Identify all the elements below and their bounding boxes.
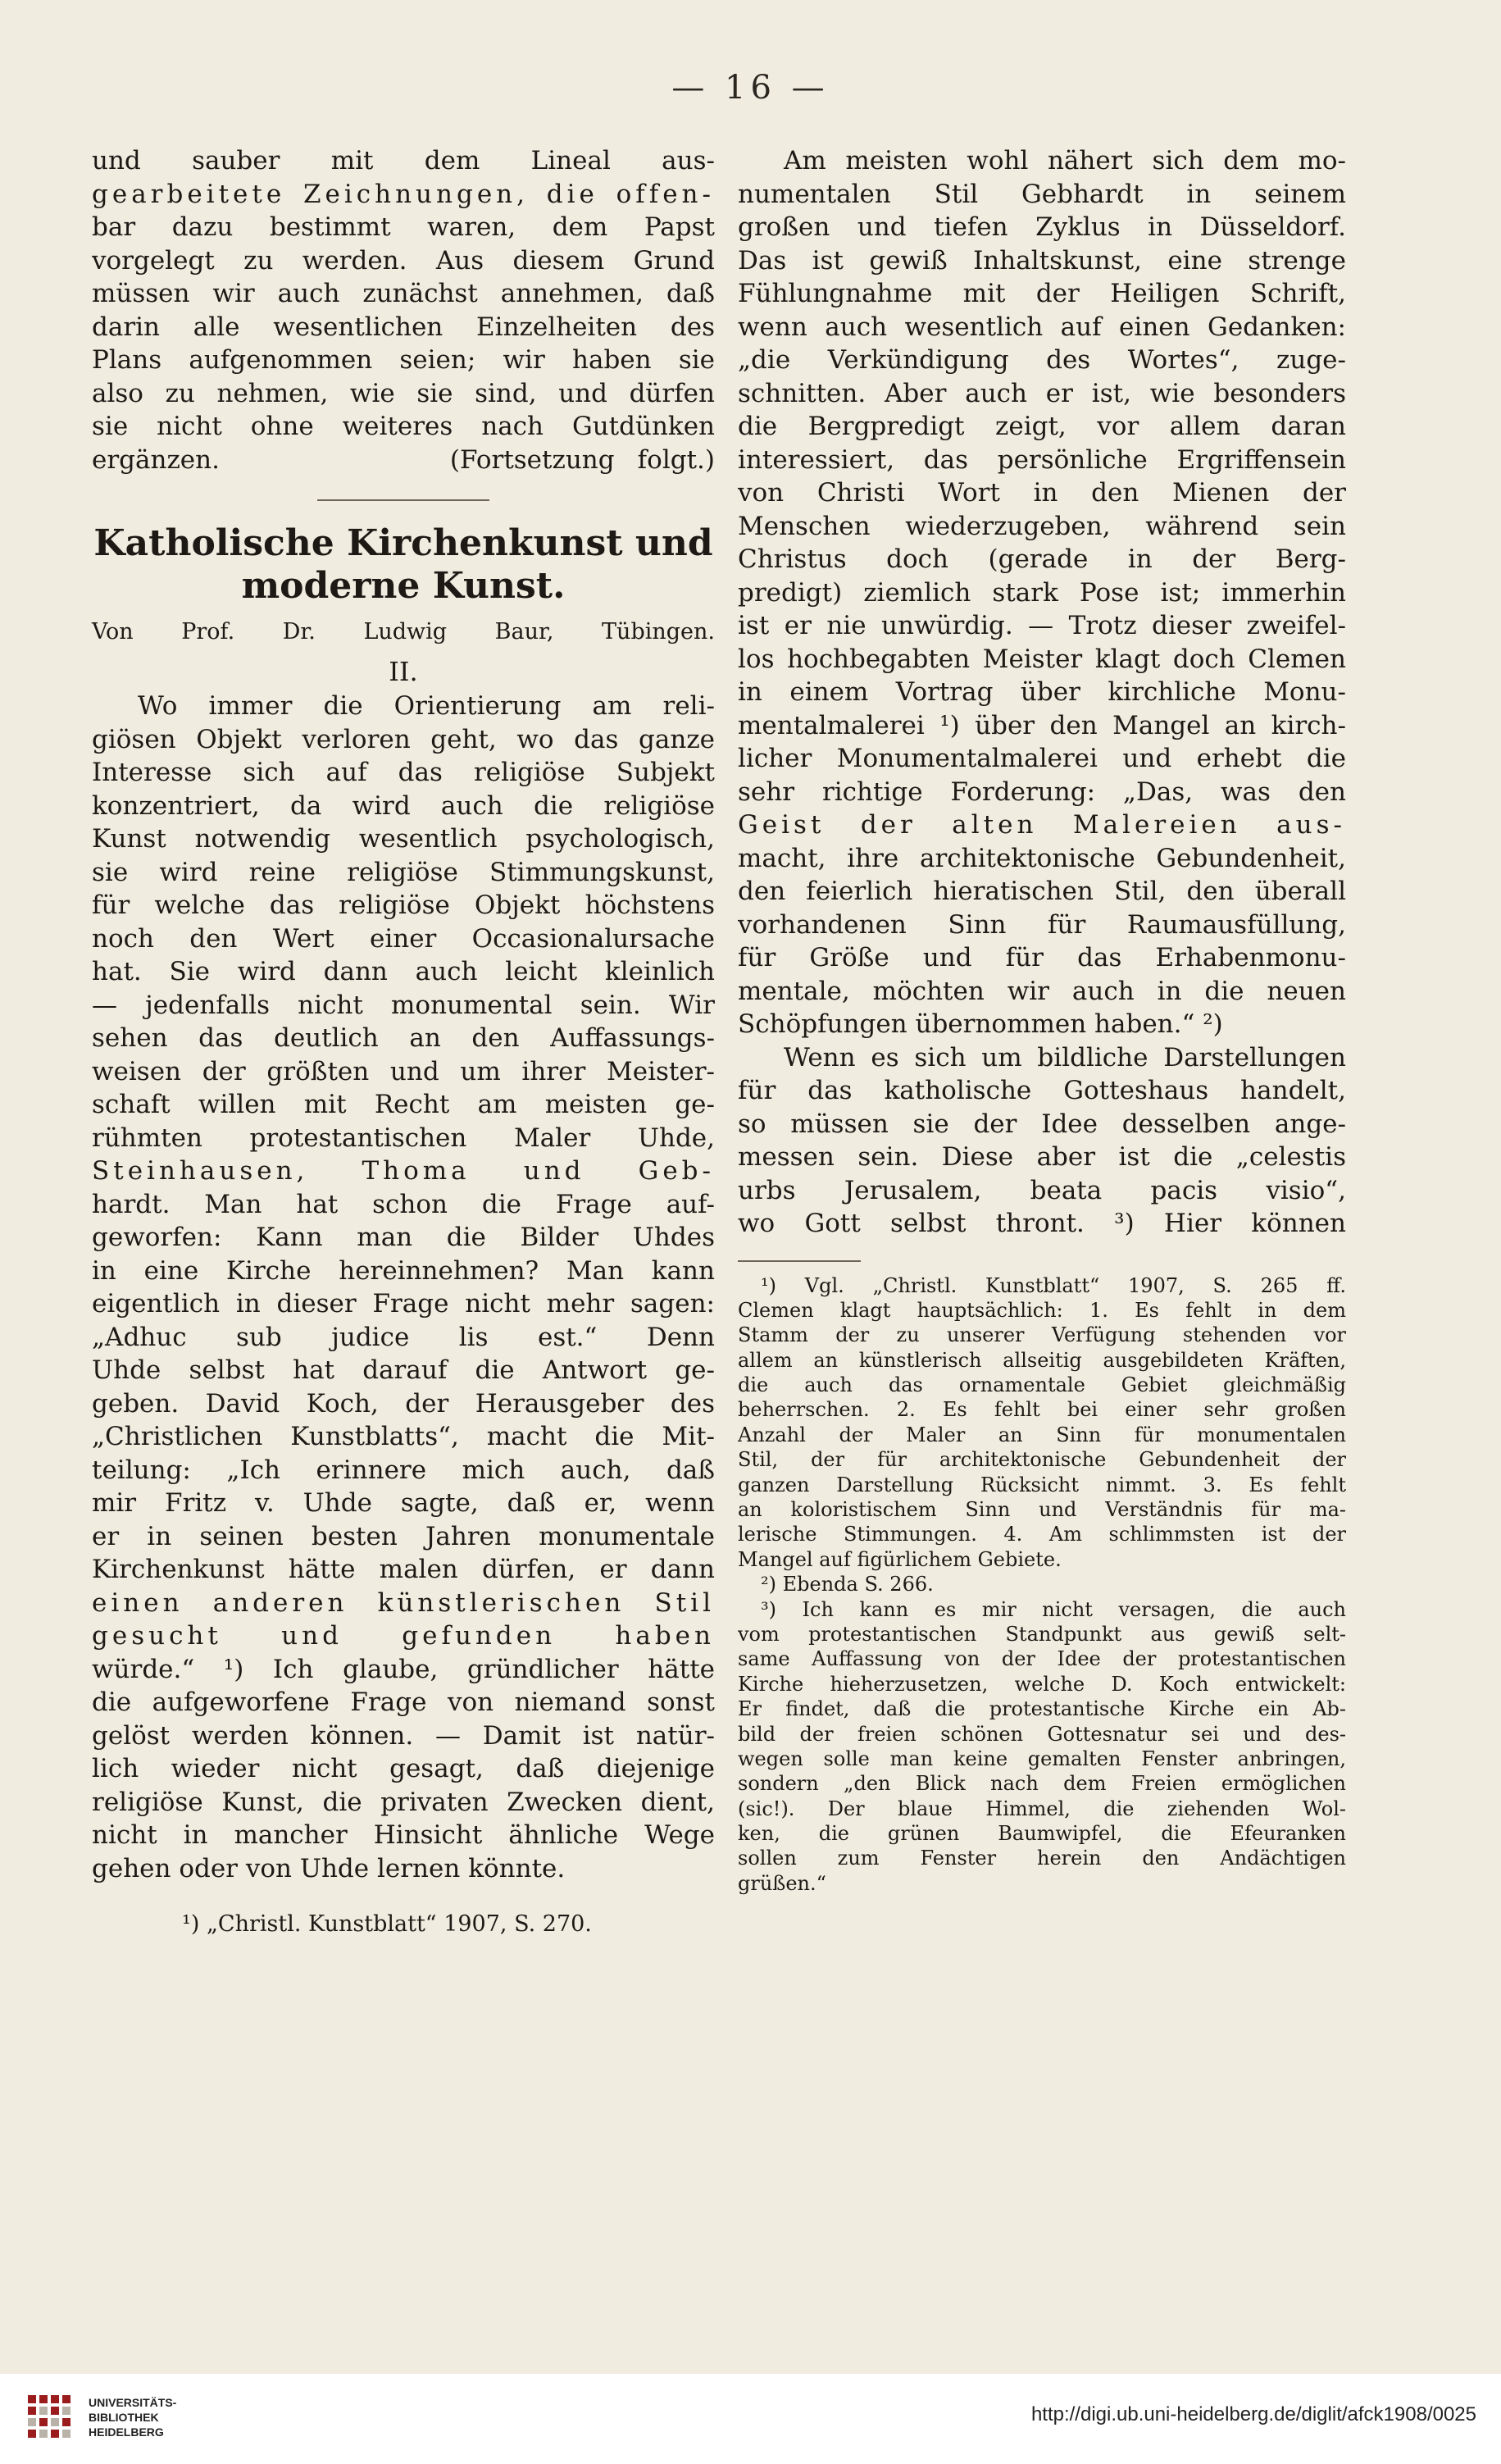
text-line: urbs Jerusalem, beata pacis visio“,: [738, 1175, 1346, 1205]
text-line: schaft willen mit Recht am meisten ge-: [92, 1090, 715, 1119]
section-divider: [317, 499, 489, 501]
text-line: er in seinen besten Jahren monumentale: [92, 1521, 715, 1551]
text-line: licher Monumentalmalerei und erhebt die: [738, 744, 1346, 773]
text-line: schnitten. Aber auch er ist, wie besonders: [738, 378, 1346, 408]
text-line: gehen oder von Uhde lernen könnte.: [92, 1853, 566, 1883]
text-line: einen anderen künstlerischen Stil: [92, 1587, 715, 1618]
library-name: [89, 2395, 176, 2439]
footnote-line: allem an künstlerisch allseitig ausgebildeten Kräften,: [738, 1348, 1346, 1372]
text-line: müssen wir auch zunächst annehmen, daß: [92, 279, 715, 308]
text-line: rühmten protestantischen Maler Uhde,: [92, 1123, 715, 1153]
text-line: gesucht und gefunden haben: [92, 1621, 715, 1651]
text-line: die aufgeworfene Frage von niemand sonst: [92, 1687, 715, 1717]
text-line: geworfen: Kann man die Bilder Uhdes: [92, 1223, 715, 1252]
text-line: und sauber mit dem Lineal aus-: [92, 146, 715, 175]
text-line: in eine Kirche hereinnehmen? Man kann: [92, 1255, 715, 1286]
text-line: Kunst notwendig wesentlich psychologisch,: [92, 824, 715, 854]
text-line: los hochbegabten Meister klagt doch Clemen: [738, 644, 1346, 674]
text-line: teilung: „Ich erinnere mich auch, daß: [92, 1455, 715, 1485]
left-column: [92, 144, 715, 1939]
title-line: Katholische Kirchenkunst und: [93, 522, 713, 564]
footnote-line: lerische Stimmungen. 4. Am schlimmsten ist der: [738, 1523, 1346, 1546]
continued-text: [92, 144, 715, 476]
text-line: sie nicht ohne weiteres nach Gutdünken: [92, 412, 715, 441]
footnote-line: grüßen.“: [738, 1871, 826, 1895]
text-line: interessiert, das persönliche Ergriffensein: [738, 444, 1346, 475]
footnote-line: die auch das ornamentale Gebiet gleichmäßig: [738, 1373, 1346, 1397]
text-line: Wo immer die Orientierung am reli-: [138, 691, 715, 721]
text-line: gelöst werden können. — Damit ist natür-: [92, 1720, 715, 1751]
footnote-line: bild der freien schönen Gottesnatur sei und des-: [738, 1722, 1346, 1746]
footnotes: [738, 1273, 1346, 1897]
article-body: [92, 690, 715, 1885]
text-line: weisen der größten und um ihrer Meister-: [92, 1056, 715, 1086]
text-line: mentale, möchten wir auch in die neuen: [738, 976, 1346, 1006]
text-line: von Christi Wort in den Mienen der: [738, 478, 1346, 508]
text-line: die Bergpredigt zeigt, vor allem daran: [738, 412, 1346, 441]
library-name-line: UNIVERSITÄTS-: [89, 2396, 177, 2409]
text-line: Das ist gewiß Inhaltskunst, eine strenge: [738, 245, 1346, 276]
text-line: sehr richtige Forderung: „Das, was den: [738, 777, 1346, 807]
text-line: Am meisten wohl nähert sich dem mo-: [784, 146, 1346, 175]
footnote-line: beherrschen. 2. Es fehlt bei einer sehr großen: [738, 1398, 1346, 1422]
footnote-line: Kirche hieherzusetzen, welche D. Koch entwickelt:: [738, 1672, 1346, 1696]
text-line: großen und tiefen Zyklus in Düsseldorf.: [738, 212, 1346, 242]
text-line: vorgelegt zu werden. Aus diesem Grund: [92, 245, 715, 276]
text-line: numentalen Stil Gebhardt in seinem: [738, 179, 1346, 209]
text-line: „die Verkündigung des Wortes“, zuge-: [738, 345, 1346, 375]
text-line: Christus doch (gerade in der Berg-: [738, 544, 1346, 574]
text-line: also zu nehmen, wie sie sind, und dürfen: [92, 378, 715, 408]
text-line: mentalmalerei ¹) über den Mangel an kirch-: [738, 710, 1346, 740]
text-line: messen sein. Diese aber ist die „celestis: [738, 1142, 1346, 1172]
text-line: nicht in mancher Hinsicht ähnliche Wege: [92, 1820, 715, 1850]
text-line: Plans aufgenommen seien; wir haben sie: [92, 345, 715, 375]
text-line: Menschen wiederzugeben, während sein: [738, 511, 1346, 541]
footnote-line: ganzen Darstellung Rücksicht nimmt. 3. Es fehlt: [738, 1473, 1346, 1496]
footnote-line: Clemen klagt hauptsächlich: 1. Es fehlt in dem: [738, 1298, 1346, 1322]
text-line: Kirchenkunst hätte malen dürfen, er dann: [92, 1555, 715, 1584]
footnote-line: vom protestantischen Standpunkt aus gewiß selt-: [738, 1622, 1346, 1646]
footnote-line: sollen zum Fenster herein den Andächtigen: [738, 1847, 1346, 1870]
footnote-line: same Auffassung von der Idee der protestantischen: [738, 1647, 1346, 1671]
footnote-line: ³) Ich kann es mir nicht versagen, die auch: [761, 1597, 1346, 1621]
text-line: geben. David Koch, der Herausgeber des: [92, 1388, 715, 1419]
text-line: Uhde selbst hat darauf die Antwort ge-: [92, 1355, 715, 1385]
text-line: hardt. Man hat schon die Frage auf-: [92, 1189, 715, 1219]
section-number: II.: [389, 656, 418, 687]
footnote-line: Stamm der zu unserer Verfügung stehenden vor: [738, 1323, 1346, 1347]
text-line: würde.“ ¹) Ich glaube, gründlicher hätte: [92, 1654, 715, 1684]
text-line: „Adhuc sub judice lis est.“ Denn: [92, 1322, 715, 1352]
right-column: [738, 144, 1346, 1896]
byline: Von Prof. Dr. Ludwig Baur, Tübingen.: [92, 619, 715, 644]
article-title: [92, 522, 715, 608]
page-number: — 16 —: [671, 69, 830, 107]
text-line: sie wird reine religiöse Stimmungskunst,: [92, 857, 715, 887]
text-line: eigentlich in dieser Frage nicht mehr sagen:: [92, 1289, 715, 1319]
library-name-line: BIBLIOTHEK: [89, 2411, 159, 2424]
text-line: Steinhausen, Thoma und Geb-: [92, 1156, 715, 1186]
footnote-line: ¹) Vgl. „Christl. Kunstblatt“ 1907, S. 265 ff.: [761, 1273, 1346, 1297]
text-line: für Größe und für das Erhabenmonu-: [738, 943, 1346, 972]
footer-bar: [0, 2374, 1501, 2464]
footnote-line: sondern „den Blick nach dem Freien ermöglichen: [738, 1772, 1346, 1796]
footnote-line: an koloristischem Sinn und Verständnis für ma-: [738, 1498, 1346, 1522]
text-line: ergänzen. (Fortsetzung folgt.): [92, 444, 715, 475]
footnote-line: ²) Ebenda S. 266.: [761, 1573, 934, 1596]
footnote: ¹) „Christl. Kunstblatt“ 1907, S. 270.: [182, 1911, 592, 1937]
text-line: predigt) ziemlich stark Pose ist; immerhin: [738, 577, 1346, 608]
library-name-line: HEIDELBERG: [89, 2425, 164, 2439]
text-line: so müssen sie der Idee desselben ange-: [738, 1109, 1346, 1139]
footnote-line: ken, die grünen Baumwipfel, die Efeuranken: [738, 1822, 1346, 1846]
footnote-line: (sic!). Der blaue Himmel, die ziehenden Wol-: [738, 1797, 1346, 1820]
footnote-line: wegen solle man keine gemalten Fenster anbringen,: [738, 1747, 1346, 1770]
text-line: für welche das religiöse Objekt höchstens: [92, 890, 715, 920]
text-line: Interesse sich auf das religiöse Subjekt: [92, 758, 715, 787]
text-line: „Christlichen Kunstblatts“, macht die Mit-: [92, 1422, 715, 1451]
footnote-divider: [738, 1260, 861, 1262]
text-line: hat. Sie wird dann auch leicht kleinlich: [92, 957, 715, 986]
footnote-line: Anzahl der Maler an Sinn für monumentalen: [738, 1423, 1346, 1446]
text-line: Fühlungnahme mit der Heiligen Schrift,: [738, 279, 1346, 308]
article-body-continued: [738, 144, 1346, 1241]
text-line: ist er nie unwürdig. — Trotz dieser zweifel-: [738, 611, 1346, 640]
text-line: lich wieder nicht gesagt, daß diejenige: [92, 1754, 715, 1783]
library-logo-icon: [25, 2392, 77, 2444]
footnote-line: Er findet, daß die protestantische Kirche ein Ab-: [738, 1697, 1346, 1721]
text-line: — jedenfalls nicht monumental sein. Wir: [92, 990, 715, 1020]
footnote-line: Mangel auf figürlichem Gebiete.: [738, 1547, 1062, 1571]
text-line: in einem Vortrag über kirchliche Monu-: [738, 677, 1346, 707]
text-line: vorhandenen Sinn für Raumausfüllung,: [738, 909, 1346, 940]
text-line: Geist der alten Malereien aus-: [738, 810, 1346, 840]
text-line: den feierlich hieratischen Stil, den überall: [738, 877, 1346, 906]
text-line: noch den Wert einer Occasionalursache: [92, 923, 715, 954]
text-line: wenn auch wesentlich auf einen Gedanken:: [738, 312, 1346, 342]
text-line: macht, ihre architektonische Gebundenheit,: [738, 843, 1346, 873]
text-line: bar dazu bestimmt waren, dem Papst: [92, 212, 715, 242]
text-line: Schöpfungen übernommen haben.“ ²): [738, 1009, 1223, 1039]
text-line: für das katholische Gotteshaus handelt,: [738, 1076, 1346, 1105]
text-line: wo Gott selbst thront. ³) Hier können: [738, 1209, 1346, 1238]
text-line: konzentriert, da wird auch die religiöse: [92, 790, 715, 821]
text-line: Wenn es sich um bildliche Darstellungen: [784, 1042, 1346, 1073]
text-line: religiöse Kunst, die privaten Zwecken dient,: [92, 1787, 715, 1817]
text-line: mir Fritz v. Uhde sagte, daß er, wenn: [92, 1488, 715, 1518]
text-line: gearbeitete Zeichnungen, die offen-: [92, 179, 715, 209]
title-line: moderne Kunst.: [241, 565, 566, 607]
footnote-line: Stil, der für architektonische Gebundenheit der: [738, 1448, 1346, 1472]
text-line: darin alle wesentlichen Einzelheiten des: [92, 312, 715, 342]
text-line: giösen Objekt verloren geht, wo das ganze: [92, 724, 715, 754]
source-url-link[interactable]: http://digi.ub.uni-heidelberg.de/diglit/afck1908/0025: [1030, 2403, 1476, 2425]
text-line: sehen das deutlich an den Auffassungs-: [92, 1023, 715, 1053]
